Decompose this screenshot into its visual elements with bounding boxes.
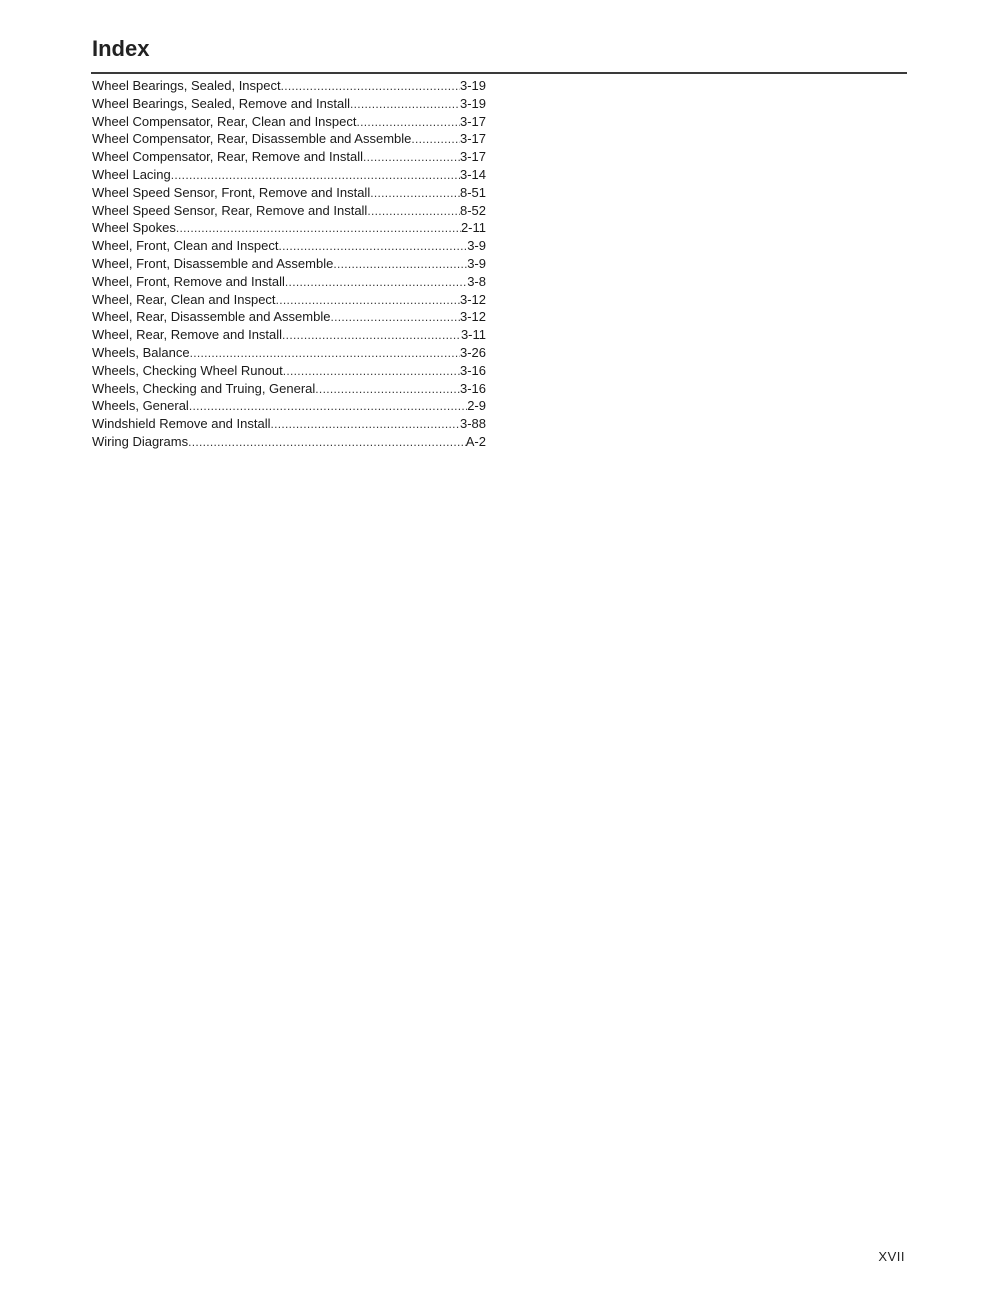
index-entry (92, 308, 486, 326)
entry-label: Wheels, Checking Wheel Runout (92, 362, 283, 378)
dot-leader (189, 398, 467, 416)
dot-leader (370, 185, 460, 203)
entry-page-ref: 3-9 (467, 255, 486, 271)
page-number: XVII (878, 1249, 905, 1264)
index-entry (92, 433, 486, 451)
dot-leader (333, 256, 467, 274)
index-entry (92, 237, 486, 255)
dot-leader (270, 416, 459, 434)
entry-label: Wheel, Rear, Remove and Install (92, 327, 283, 343)
index-entry (92, 255, 486, 273)
index-entry (92, 326, 486, 344)
index-entry (92, 362, 486, 380)
dot-leader (282, 327, 461, 345)
index-entry (92, 415, 486, 433)
title-divider (91, 72, 907, 74)
index-entry (92, 344, 486, 362)
index-entry (92, 130, 486, 148)
entry-page-ref: 3-17 (459, 131, 486, 147)
dot-leader (285, 274, 467, 292)
index-entry (92, 380, 486, 398)
entry-page-ref: 3-12 (459, 309, 486, 325)
entry-page-ref: A-2 (465, 433, 486, 449)
index-entry (92, 202, 486, 220)
entry-page-ref: 3-11 (460, 327, 486, 343)
dot-leader (350, 96, 460, 114)
entry-label: Wheel Compensator, Rear, Remove and Install (92, 149, 363, 165)
dot-leader (315, 381, 460, 399)
dot-leader (281, 78, 460, 96)
dot-leader (190, 345, 460, 363)
index-entry (92, 291, 486, 309)
index-entry (92, 184, 486, 202)
entry-page-ref: 3-16 (459, 362, 486, 378)
entry-label: Wheel Speed Sensor, Rear, Remove and Install (92, 202, 368, 218)
entry-label: Wheel Compensator, Rear, Clean and Inspect (92, 113, 357, 129)
dot-leader (171, 167, 460, 185)
entry-page-ref: 3-14 (459, 166, 486, 182)
index-entry (92, 219, 486, 237)
entry-page-ref: 3-9 (467, 238, 486, 254)
entry-label: Wheel, Front, Clean and Inspect (92, 238, 279, 254)
entry-label: Wheel, Rear, Disassemble and Assemble (92, 309, 331, 325)
index-entry (92, 95, 486, 113)
page-title: Index (92, 36, 150, 61)
dot-leader (176, 220, 461, 238)
entry-label: Wheel Bearings, Sealed, Inspect (92, 78, 281, 93)
entry-label: Wheels, General (92, 398, 189, 414)
entry-label: Wheel Compensator, Rear, Disassemble and Assemble (92, 131, 412, 147)
entry-page-ref: 3-16 (459, 380, 486, 396)
entry-page-ref: 3-19 (459, 95, 486, 111)
dot-leader (411, 131, 460, 149)
entry-page-ref: 2-9 (467, 398, 486, 414)
dot-leader (276, 292, 460, 310)
entry-page-ref: 3-88 (459, 416, 486, 432)
dot-leader (278, 238, 467, 256)
entry-label: Wheel, Front, Disassemble and Assemble (92, 255, 334, 271)
index-entry (92, 166, 486, 184)
entry-label: Wheels, Balance (92, 344, 190, 360)
entry-label: Wheel Speed Sensor, Front, Remove and Install (92, 184, 371, 200)
dot-leader (367, 203, 460, 221)
dot-leader (356, 114, 459, 132)
dot-leader (188, 434, 466, 452)
entry-label: Wheel, Front, Remove and Install (92, 273, 285, 289)
entry-page-ref: 3-17 (459, 113, 486, 129)
entry-label: Wheel Spokes (92, 220, 176, 236)
entry-label: Wheel Bearings, Sealed, Remove and Install (92, 95, 350, 111)
entry-page-ref: 8-51 (459, 184, 486, 200)
entry-page-ref: 3-17 (459, 149, 486, 165)
entry-page-ref: 3-19 (459, 78, 486, 93)
entry-label: Windshield Remove and Install (92, 416, 271, 432)
entry-page-ref: 8-52 (459, 202, 486, 218)
index-entry (92, 397, 486, 415)
entry-page-ref: 3-12 (459, 291, 486, 307)
index-entry (92, 273, 486, 291)
entry-label: Wheel Lacing (92, 166, 171, 182)
index-entry (92, 77, 486, 95)
dot-leader (283, 363, 460, 381)
entry-page-ref: 3-26 (459, 344, 486, 360)
dot-leader (363, 149, 460, 167)
dot-leader (330, 309, 460, 327)
entry-label: Wheel, Rear, Clean and Inspect (92, 291, 276, 307)
index-list (92, 77, 486, 451)
entry-label: Wheels, Checking and Truing, General (92, 380, 316, 396)
index-entry (92, 113, 486, 131)
entry-label: Wiring Diagrams (92, 433, 189, 449)
entry-page-ref: 3-8 (467, 273, 486, 289)
index-entry (92, 148, 486, 166)
entry-page-ref: 2-11 (460, 220, 486, 236)
